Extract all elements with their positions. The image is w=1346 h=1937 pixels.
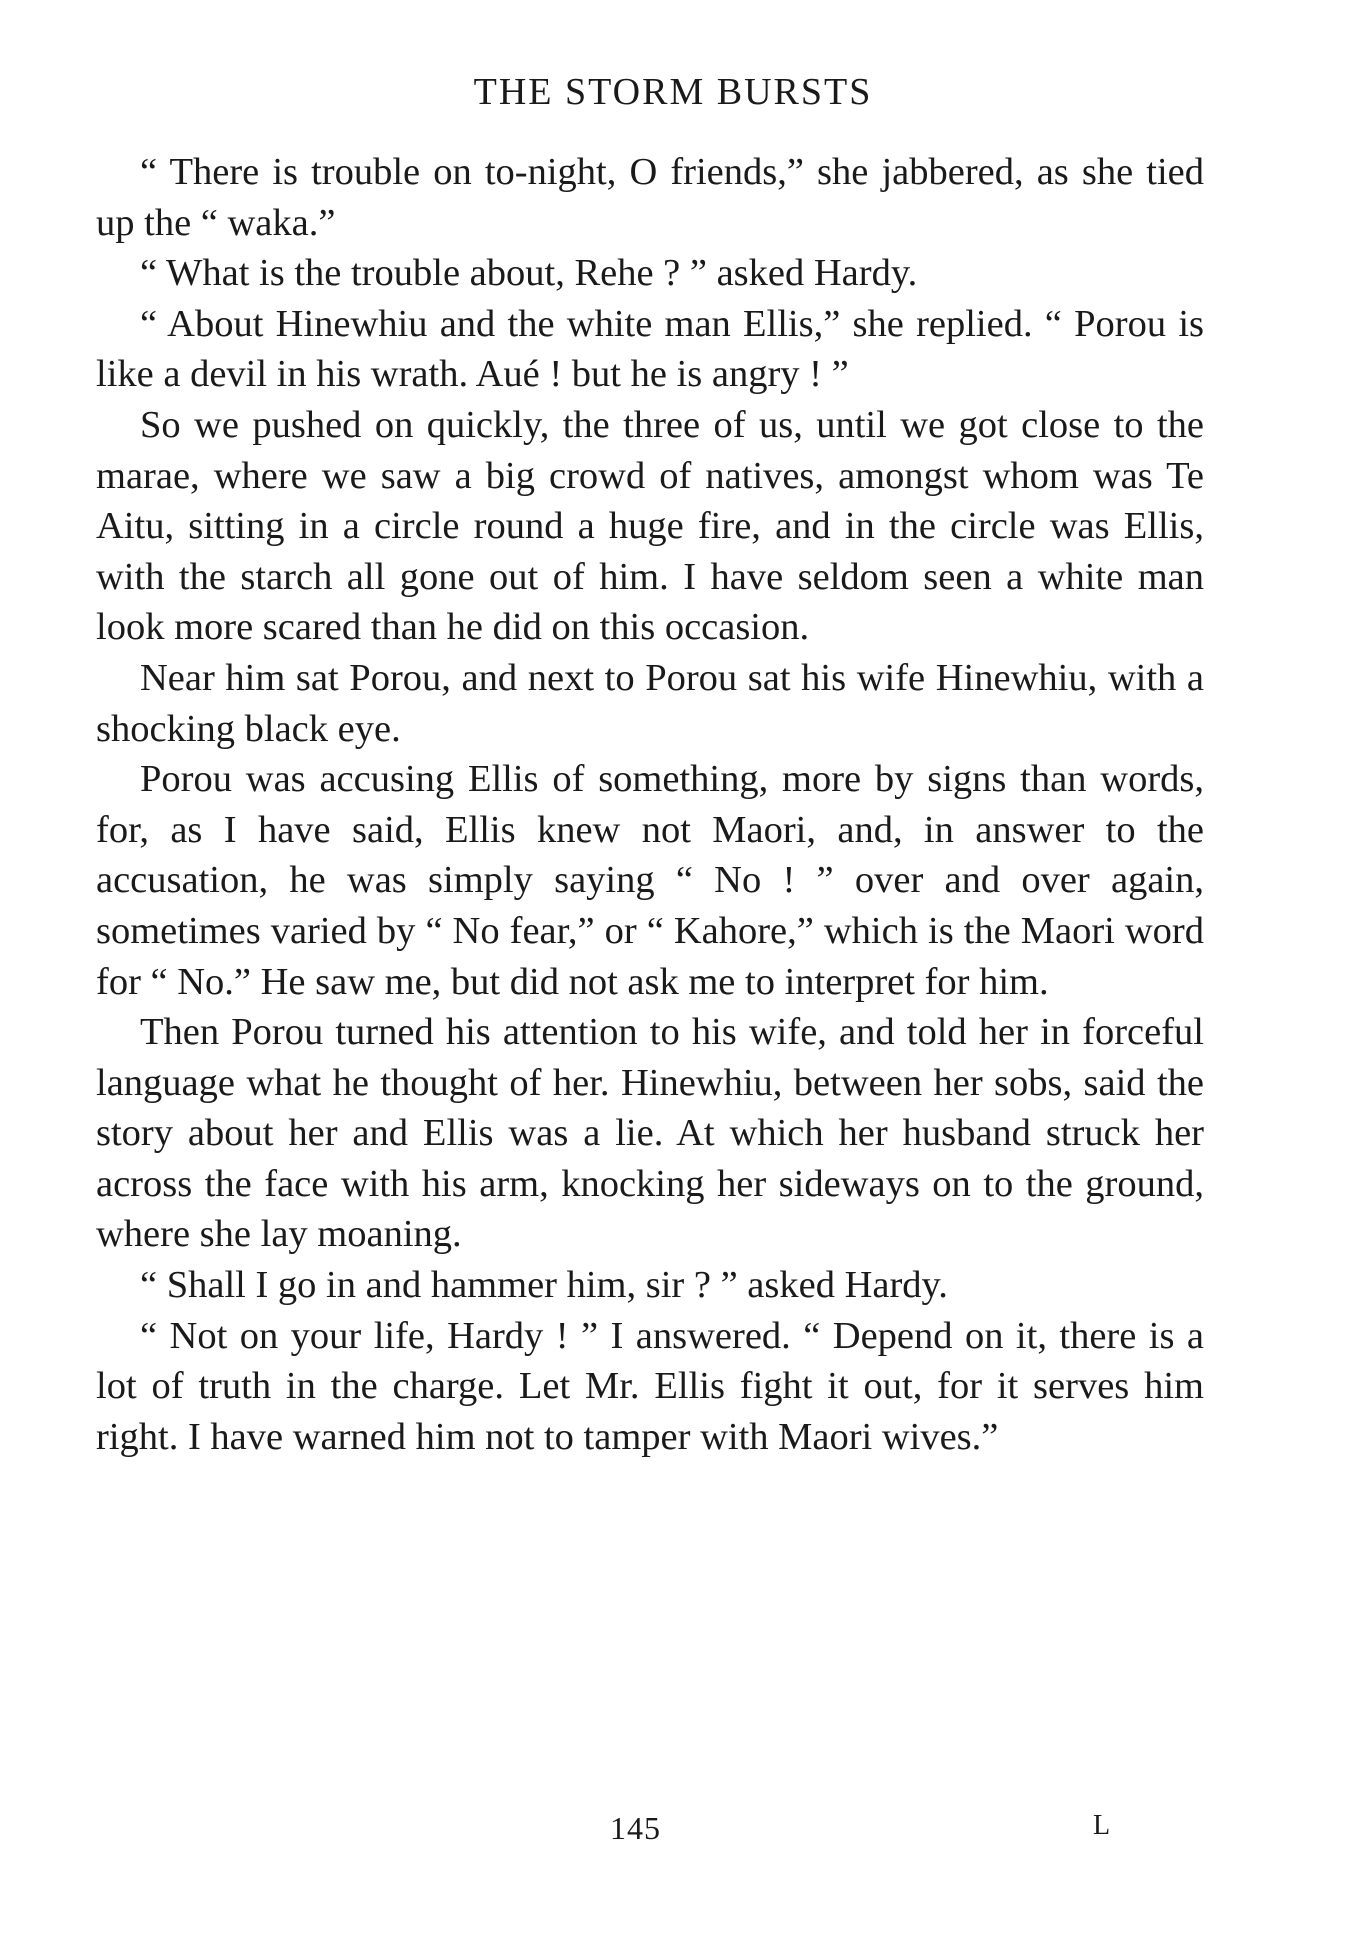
paragraph: Porou was accusing Ellis of something, more by signs than words, for, as I have said, Ellis knew not Maori, and, in answer to the accusation, he was simply saying “ No ! ” over and over again, sometimes varied by “ No fear,” or “ Kahore,” which is the Maori word for “ No.” He saw me, but did not ask me to interpret for him. — [96, 758, 1204, 1003]
page-number: 145 — [610, 1810, 661, 1846]
paragraph: “ There is trouble on to-night, O friends,” she jabbered, as she tied up the “ waka.” — [96, 151, 1204, 244]
paragraph: Near him sat Porou, and next to Porou sat his wife Hinewhiu, with a shocking black eye. — [96, 656, 1204, 750]
page-footer — [0, 1810, 1346, 1860]
paragraph: “ About Hinewhiu and the white man Ellis,” she replied. “ Porou is like a devil in his wrath. Aué ! but he is angry ! ” — [96, 302, 1204, 396]
paragraph: So we pushed on quickly, the three of us, until we got close to the marae, where we saw a big crowd of natives, amongst whom was Te Aitu, sitting in a circle round a huge fire, and in the circle was Ellis, with the starch all gone out of him. I have seldom seen a white man look more scared than he did on this occasion. — [96, 403, 1204, 649]
paragraph: Then Porou turned his attention to his wife, and told her in forceful language what he thought of her. Hinewhiu, between her sobs, said the story about her and Ellis was a lie. At which her husband struck her across the face with his arm, knocking her sideways on to the ground, where she lay moaning. — [96, 1011, 1204, 1256]
paragraph: “ What is the trouble about, Rehe ? ” asked Hardy. — [140, 252, 918, 295]
body-text — [96, 147, 1204, 1462]
signature-mark: L — [1093, 1810, 1111, 1841]
running-head: THE STORM BURSTS — [473, 71, 873, 113]
paragraph: “ Not on your life, Hardy ! ” I answered. “ Depend on it, there is a lot of truth in the charge. Let Mr. Ellis fight it out, for it serves him right. I have warned him not to tamper with Maori wives.” — [96, 1314, 1204, 1458]
paragraph: “ Shall I go in and hammer him, sir ? ” asked Hardy. — [140, 1264, 948, 1307]
